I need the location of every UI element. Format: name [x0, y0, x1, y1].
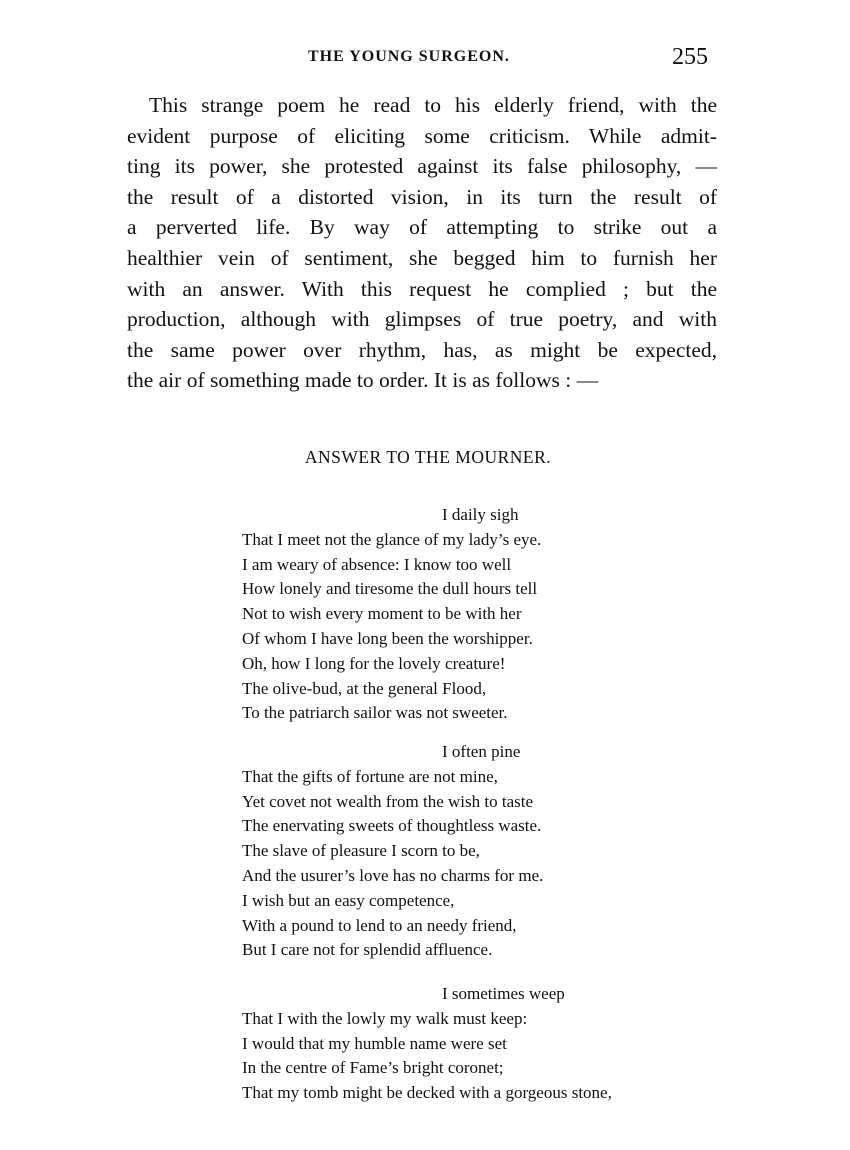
- prose-line: ting its power, she protested against its false philosophy, —: [127, 154, 717, 179]
- poem-line: And the usurer’s love has no charms for me.: [242, 865, 544, 885]
- prose-line: production, although with glimpses of true poetry, and with: [127, 307, 717, 332]
- poem-title: ANSWER TO THE MOURNER.: [304, 447, 552, 467]
- running-head: [0, 44, 850, 74]
- poem-refrain-line: I daily sigh: [442, 505, 519, 524]
- prose-line: evident purpose of eliciting some criticism. While admit-: [127, 123, 717, 148]
- poem-line: Oh, how I long for the lovely creature!: [242, 653, 506, 673]
- poem-line: I am weary of absence: I know too well: [242, 554, 512, 574]
- prose-line: the same power over rhythm, has, as might be expected,: [127, 337, 717, 362]
- poem-line: I wish but an easy competence,: [242, 890, 455, 910]
- poem-refrain-line: I sometimes weep: [442, 984, 565, 1003]
- poem-line: To the patriarch sailor was not sweeter.: [242, 703, 508, 723]
- running-title: THE YOUNG SURGEON.: [308, 48, 510, 65]
- poem-line: But I care not for splendid affluence.: [242, 940, 493, 960]
- prose-line: the air of something made to order. It is as follows : —: [127, 368, 599, 393]
- poem-stanza: [242, 740, 722, 963]
- poem-stanza: [242, 503, 722, 726]
- prose-paragraph: [127, 90, 717, 396]
- poem-line: How lonely and tiresome the dull hours tell: [242, 579, 538, 599]
- poem-line: The slave of pleasure I scorn to be,: [242, 841, 480, 861]
- poem-refrain-line: I often pine: [442, 742, 521, 761]
- poem-line: That my tomb might be decked with a gorgeous stone,: [242, 1083, 612, 1103]
- poem-line: Of whom I have long been the worshipper.: [242, 628, 533, 648]
- poem-line: With a pound to lend to an needy friend,: [242, 915, 517, 935]
- poem-line: In the centre of Fame’s bright coronet;: [242, 1058, 504, 1078]
- poem-stanza: [242, 982, 722, 1106]
- prose-line: healthier vein of sentiment, she begged him to furnish her: [127, 245, 717, 270]
- prose-line: This strange poem he read to his elderly friend, with the: [149, 93, 717, 117]
- poem-line: Not to wish every moment to be with her: [242, 604, 522, 624]
- poem-line: The olive-bud, at the general Flood,: [242, 678, 487, 698]
- poem-line: Yet covet not wealth from the wish to taste: [242, 791, 534, 811]
- poem-line: That I with the lowly my walk must keep:: [242, 1008, 528, 1028]
- poem-line: That the gifts of fortune are not mine,: [242, 766, 498, 786]
- prose-line: a perverted life. By way of attempting to strike out a: [127, 215, 717, 240]
- prose-line: the result of a distorted vision, in its turn the result of: [127, 184, 717, 209]
- page-number: 255: [672, 44, 708, 70]
- poem-line: I would that my humble name were set: [242, 1033, 507, 1053]
- poem-line: That I meet not the glance of my lady’s eye.: [242, 529, 542, 549]
- poem-line: The enervating sweets of thoughtless waste.: [242, 816, 542, 836]
- prose-line: with an answer. With this request he complied ; but the: [127, 276, 717, 301]
